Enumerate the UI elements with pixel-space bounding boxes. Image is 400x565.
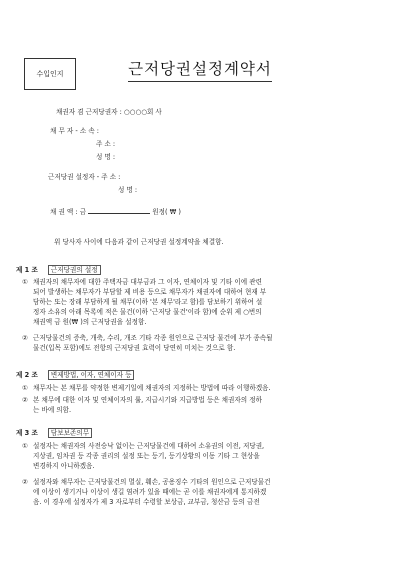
item-mark: ① [22,278,28,286]
item-mark: ② [22,334,28,342]
document-title [0,58,400,81]
debtor-affiliation-label: 채 무 자 - 소 속 : [50,127,100,135]
article-2-title: 변제방법, 이자, 연체이자 등 [48,370,135,380]
item-text: 채권자의 채무자에 대한 주택자금 대부금과 그 이자, 연체이자 및 기타 이에 관련 되어 발생하는 채무자가 부담할 제 비용 등으로 채무자가 채권자에 대하여 현재 부 담하는 또는 장래 부담하게 될 채무(이하 '본 채무'라고 함)를 담보하기 위하여 설 정자 소유의 아래 목록에 적은 물건(이하 '근저당 물건'이라 함)에 순위 제 ○번의 채권액 금 원(₩ )의 근저당권을 설정함. [33,278,267,326]
item-text: 채무자는 본 채무를 약정한 변제기일에 채권자의 지정하는 방법에 따라 이행하겠음. [33,384,271,392]
item-mark: ① [22,384,28,392]
amount-suffix: 원정( ₩ ) [152,208,181,216]
item-mark: ② [22,396,28,404]
article-1-number: 제 1 조 [16,266,38,274]
article-1-item-1 [22,278,384,327]
article-3-heading [16,428,92,439]
debtor-name-label: 성 명 : [96,153,116,161]
stamp-label: 수입인지 [36,69,64,78]
item-text: 본 채무에 대한 이자 및 연체이자의 률, 지급시기와 지급방법 등은 채권자의 정하 는 바에 의함. [33,396,262,414]
item-text: 설정자와 채무자는 근저당물건의 멸실, 훼손, 공용징수 기타의 원인으로 근저당물건 에 이상이 생기거나 이상이 생길 염려가 있을 때에는 곧 이를 채권자에게 통지하겠 음. 이 경우에 설정자가 제 3 자로부터 수령할 보상금, 교부금, 청산금 등의 금전 [33,478,271,506]
article-3-title: 담보보존의무 [48,428,92,438]
mortgagor-name-label: 성 명 : [118,186,138,194]
title-text: 근저당권설정계약서 [128,60,272,82]
amount-blank[interactable] [88,207,150,214]
article-3-item-1 [22,442,384,472]
claim-amount-line [50,207,181,218]
article-3-number: 제 3 조 [16,429,38,437]
article-2-number: 제 2 조 [16,371,38,379]
intro-sentence: 위 당사자 사이에 다음과 같이 근저당권 설정계약을 체결함. [54,238,224,246]
item-mark: ② [22,478,28,486]
article-1-heading [16,265,101,276]
item-text: 설정자는 채권자의 사전승낙 없이는 근저당물건에 대하여 소유권의 이전, 저당권, 지상권, 임차권 등 각종 권리의 설정 또는 등기, 등기상황의 이동 기타 그 현상을 변경하지 아니하겠음. [33,442,265,470]
debtor-address-label: 주 소 : [96,140,116,148]
amount-prefix: 채 권 액 : 금 [50,208,87,216]
article-2-item-2 [22,396,384,416]
item-text: 근저당물건의 증축, 개축, 수리, 개조 기타 각종 원인으로 근저당 물건에 부가 종속될 물건(입목 포함)에도 전항의 근저당권 효력이 당연히 미치는 것으로 함. [33,334,273,352]
mortgagor-address-label: 근저당권 설정자 - 주 소 : [48,173,121,181]
article-2-heading [16,370,134,381]
article-2-item-1 [22,384,384,394]
article-3-item-2 [22,478,384,508]
item-mark: ① [22,442,28,450]
creditor-line: 채권자 겸 근저당권자 : ○○○○회 사 [56,108,162,116]
article-1-title: 근저당권의 설정 [48,265,101,275]
article-1-item-2 [22,334,384,354]
